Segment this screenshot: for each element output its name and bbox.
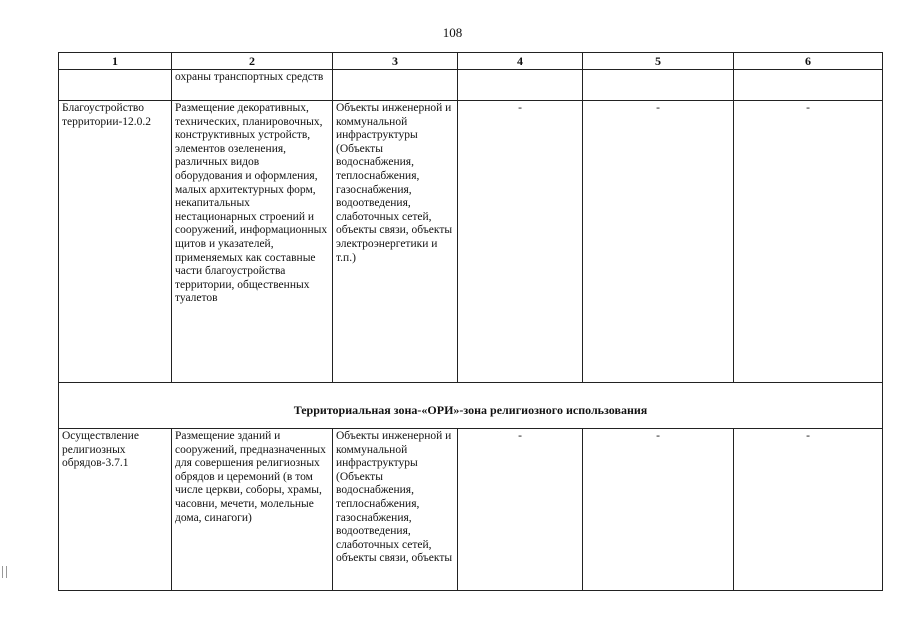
table-header-row bbox=[59, 53, 883, 70]
auxiliary-use-cell: Объекты инженерной и коммунальной инфраструктуры (Объекты водоснабжения, теплоснабжения, газоснабжения, водоотведения, слаботочных сетей, объекты связи, объекты bbox=[333, 429, 458, 591]
auxiliary-use-cell bbox=[333, 70, 458, 101]
column-header: 3 bbox=[333, 53, 458, 70]
use-type-cell: Осуществление религиозных обрядов-3.7.1 bbox=[59, 429, 172, 591]
use-type-cell bbox=[59, 70, 172, 101]
table-cell: - bbox=[458, 101, 583, 383]
column-header: 6 bbox=[734, 53, 883, 70]
column-header: 2 bbox=[172, 53, 333, 70]
auxiliary-use-cell: Объекты инженерной и коммунальной инфраструктуры (Объекты водоснабжения, теплоснабжения, газоснабжения, водоотведения, слаботочных сетей, объекты связи, объекты электроэнергетики и т.п.) bbox=[333, 101, 458, 383]
table-cell: - bbox=[734, 429, 883, 591]
column-header: 1 bbox=[59, 53, 172, 70]
table-cell bbox=[458, 70, 583, 101]
scan-edge-mark bbox=[2, 566, 7, 578]
table-cell: - bbox=[734, 101, 883, 383]
table-cell bbox=[583, 70, 734, 101]
use-type-cell: Благоустройство территории-12.0.2 bbox=[59, 101, 172, 383]
zone-heading-row bbox=[59, 383, 883, 429]
table-cell: - bbox=[583, 429, 734, 591]
table-cell: - bbox=[583, 101, 734, 383]
use-description-cell: Размещение зданий и сооружений, предназначенных для совершения религиозных обрядов и церемоний (в том числе церкви, соборы, храмы, часовни, мечети, молельные дома, синагоги) bbox=[172, 429, 333, 591]
table-row bbox=[59, 429, 883, 591]
use-description-cell: Размещение декоративных, технических, планировочных, конструктивных устройств, элементов озеленения, различных видов оборудования и оформления, малых архитектурных форм, некапитальных нестационарных строений и сооружений, информационных щитов и указателей, применяемых как составные части благоустройства территории, общественных туалетов bbox=[172, 101, 333, 383]
table-row bbox=[59, 70, 883, 101]
page-number: 108 bbox=[442, 25, 463, 40]
table-row bbox=[59, 101, 883, 383]
zone-heading: Территориальная зона-«ОРИ»-зона религиозного использования bbox=[59, 383, 883, 429]
use-description-cell: охраны транспортных средств bbox=[172, 70, 333, 101]
land-use-table bbox=[58, 52, 883, 591]
column-header: 5 bbox=[583, 53, 734, 70]
table-cell bbox=[734, 70, 883, 101]
column-header: 4 bbox=[458, 53, 583, 70]
table-cell: - bbox=[458, 429, 583, 591]
